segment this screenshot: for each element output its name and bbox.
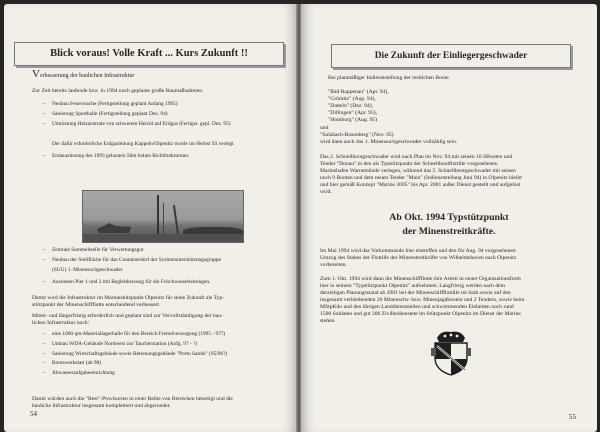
list-item: – eine 1000 qm-Materiallagerhalle für den Bereich Fremdversorgung (1995 - 97?) [42,331,227,338]
planned-projects-list [42,331,227,380]
boat-entry: "Grömitz" (Aug. 94), [328,96,376,102]
paragraph: vorbereiten. [320,262,347,268]
paragraph: MStpKdo und den übrigen Landdienststellen und schwimmenden Einheiten noch rund [320,304,514,310]
paragraph: derzeitigen Planungsstand ab 2001 bei der Minenschiffflottille im Stab sowie auf den [320,290,511,296]
section-title: Ab Okt. 1994 Typstützpunkt [389,212,509,223]
intro-text: Bei planmäßiger Indienststellung der restlichen Boote [328,75,449,81]
boat-entry: "Sulzbach-Rosenberg" (Nov. 95) [320,132,394,138]
current-projects-list [42,101,231,127]
paragraph: Damit würden auch die "Rest"-Provisorien in einer Reihe von Bereichen beseitigt und die [32,396,233,402]
boat-entry: "Dillingen" (Apr. 95), [328,110,377,116]
paragraph: wird. [320,189,332,195]
paragraph: wird dann auch das 1. Minensuchgeschwader vollzählig sein. [320,139,458,145]
list-item: – Bootswerkstatt (ab 98) [42,360,227,367]
additional-projects-list [42,247,221,264]
right-page [301,4,597,432]
list-item: – Sanierung Wirtschaftsgebäude sowie Betreuungsgebäude "Porto Sando" (95/96?) [42,351,227,358]
boat-entry: "Bad Rappenau" (Apr. 94), [328,89,389,95]
harbor-photo [82,190,244,243]
page-number: 54 [30,410,37,418]
list-item-continuation: Der dafür erforderliche Erdgasleitung Kappeln/Olpenitz wurde im Herbst 93 verlegt [52,141,234,147]
paragraph: noch 9 Booten und dem neuen Tender "Main" (Indienststellung Juni 94) in Olpenitz bleibt [320,175,522,181]
section-title: der Minenstreitkräfte. [402,226,496,237]
section-heading [32,70,134,80]
list-item: – Neubau der Stellfläche für das Containerdorf der Systemunterstützungsgruppe [42,257,221,264]
paragraph: Das 2. Schnellbootgeschwader wird nach Plan im Nov. 94 mit seinen 10 SBooten und [320,154,513,160]
paragraph: und hier gemäß Konzept "Marine 2005" bis Apr. 2001 außer Dienst gestellt und aufgelöst [320,182,521,188]
list-item-continuation: (SUG) 1. Minensuchgeschwader [52,267,123,273]
left-page-title: Blick voraus! Volle Kraft ... Kurs Zukunft !! [14,42,284,66]
current-projects-list-2 [42,153,189,163]
intro-text: Zur Zeit bereits laufende bzw. in 1994 noch geplante große Baumaßnahmen [32,88,203,94]
additional-projects-list-2 [42,279,210,289]
paragraph: Im Mai 1994 wird das Vorkommando hier eintreffen und den für Aug. 94 vorgesehenen [320,248,516,254]
paragraph: bauliche Infrastruktur insgesamt komplettiert und abgerundet. [32,403,171,409]
boat-entry: "Homburg" (Aug. 95) [328,117,378,123]
paragraph: Mittel- und längerfristig erforderlich und geplant sind zur Vervollständigung der bau- [32,313,223,319]
paragraph: hier in seinem "Typstützpunkt Olpenitz" aufnehmen. Langfristig werden nach dem [320,283,505,289]
heading-initial: V [32,68,40,80]
paragraph: insgesamt verbleibenden 20 Minenschs- bzw. Minenjagdbooten und 2 Tendern, sowie beim [320,297,525,303]
paragraph: stehen. [320,318,336,324]
list-item: – Endausrüstung des 1993 gebauten 50m hohen Richtfunkturmes [42,153,189,160]
coat-of-arms-icon [429,328,473,376]
paragraph: Marinehafen Warnemünde verlegen, während das 5. Schnellbootgeschwader mit seinen [320,168,516,174]
list-item: – Umrüstung Heizzentrale von schwerem Heizöl auf Erdgas (Fertigst. gepl. Dez. 95) [42,121,231,128]
paragraph: Zum 1. Okt. 1994 wird dann die Minenschiffflotte ihre Arbeit in neuer Organisationsform [320,276,521,282]
paragraph: 1500 Soldaten und gut 300 Zivilbedienstete im Stützpunkt Olpenitz im Dienst der Marine [320,311,521,317]
conjunction: und [320,125,329,131]
heading-text: erbesserung der baulichen Infrastruktur [39,73,135,79]
paragraph: Tender "Donau" in den als Typstützpunkt der Schnellbootflottille vorgesehenen [320,161,498,167]
paragraph: Damit wird die Infrastruktur im Marinestützpunkt Olpenitz für seine Zukunft als Typ- [32,295,224,301]
list-item: – Sanierung Sporthalle (Fertigstellung geplant Dez. 94) [42,111,231,118]
paragraph: lichen Infrastruktur noch: [32,320,90,326]
boat-entry: "Datteln" (Dez. 94), [328,103,373,109]
left-page [4,4,297,432]
page-number: 55 [569,413,576,421]
paragraph: Umzug des Stabes der Flottille der Minenstreitkräfte von Wilhelmshaven nach Olpenitz [320,255,517,261]
list-item: – Abwasseraufgabeeinrichtung [42,370,227,377]
list-item: – Ausrüsten Pier 1 und 2 mit Begleitheizung für die Frischwasserleitungen. [42,279,210,286]
list-item: – Umbau WDA-Gebäude Nordwest zur Taucherstation (Anfg. 97 - ?) [42,341,227,348]
list-item: – Neubau Feuerwache (Fertigstellung geplant Anfang 1995) [42,101,231,108]
right-page-title: Die Zukunft der Einliegergeschwader [331,44,571,68]
list-item: – Zentrale Sammelstelle für Verwertungsgut [42,247,221,254]
paragraph: stützpunkt der Minenschiffflotte entscheidend verbessert. [32,302,161,308]
